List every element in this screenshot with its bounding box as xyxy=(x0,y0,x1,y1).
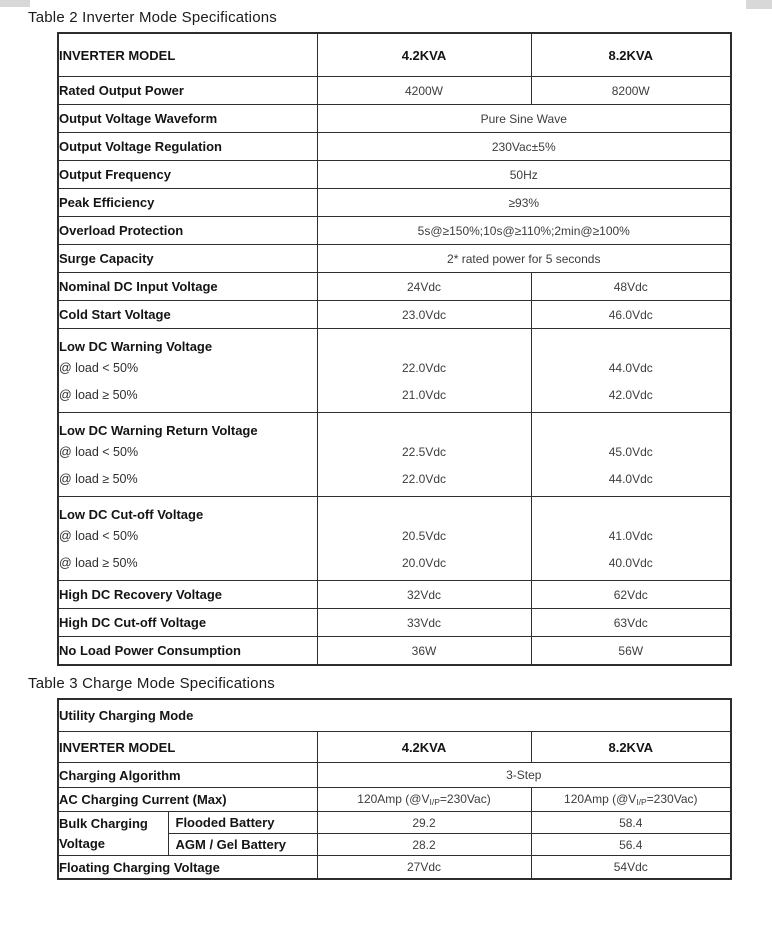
row-inverter-model xyxy=(58,33,731,77)
value-part: 120Amp (@V xyxy=(357,792,430,806)
row-output-voltage-regulation xyxy=(58,133,731,161)
group-value: 21.0Vdc xyxy=(401,387,447,402)
cell-value-82kva: 56.4 xyxy=(531,834,731,856)
cell-label: Surge Capacity xyxy=(58,245,317,273)
cell-label: Nominal DC Input Voltage xyxy=(58,273,317,301)
row-cold-start-voltage xyxy=(58,301,731,329)
value-part: =230Vac) xyxy=(439,792,491,806)
table3-title: Table 3 Charge Mode Specifications xyxy=(28,675,275,692)
cell-battery-type: Flooded Battery xyxy=(168,812,317,834)
group-value: 20.5Vdc xyxy=(401,528,447,543)
row-output-voltage-waveform xyxy=(58,105,731,133)
cell-label: INVERTER MODEL xyxy=(58,732,317,763)
spacer xyxy=(318,497,531,522)
cell-label: Floating Charging Voltage xyxy=(58,856,317,880)
cell-section-header: Utility Charging Mode xyxy=(58,699,731,732)
cell-group-values-42kva xyxy=(317,329,531,413)
cell-group-values-82kva xyxy=(531,413,731,497)
group-subcondition: @ load ≥ 50% xyxy=(59,387,138,402)
cell-model-82kva: 8.2KVA xyxy=(531,732,731,763)
group-subcondition: @ load ≥ 50% xyxy=(59,555,138,570)
row-utility-charging-mode xyxy=(58,699,731,732)
cell-label: High DC Recovery Voltage xyxy=(58,581,317,609)
cell-value-82kva: 46.0Vdc xyxy=(531,301,731,329)
cell-group-values-42kva xyxy=(317,413,531,497)
group-value: 20.0Vdc xyxy=(401,555,447,570)
cell-value-span: 50Hz xyxy=(317,161,731,189)
group-subcondition: @ load < 50% xyxy=(59,528,139,543)
cell-value-42kva: 4200W xyxy=(317,77,531,105)
cell-label: Peak Efficiency xyxy=(58,189,317,217)
cell-value-span: 230Vac±5% xyxy=(317,133,731,161)
row-high-dc-cutoff-voltage xyxy=(58,609,731,637)
cell-value-42kva: 36W xyxy=(317,637,531,666)
cell-value-42kva: 33Vdc xyxy=(317,609,531,637)
table2-title: Table 2 Inverter Mode Specifications xyxy=(28,9,277,26)
cell-label: Output Frequency xyxy=(58,161,317,189)
group-title: Low DC Warning Return Voltage xyxy=(59,423,258,438)
cell-value-42kva: 24Vdc xyxy=(317,273,531,301)
cell-model-82kva: 8.2KVA xyxy=(531,33,731,77)
row-ac-charging-current-max xyxy=(58,788,731,812)
row-rated-output-power xyxy=(58,77,731,105)
cell-label: Charging Algorithm xyxy=(58,763,317,788)
spacer xyxy=(318,413,531,438)
group-value: 22.0Vdc xyxy=(401,471,447,486)
row-overload-protection xyxy=(58,217,731,245)
charge-mode-spec-table xyxy=(57,698,732,880)
cell-model-42kva: 4.2KVA xyxy=(317,33,531,77)
group-title: Low DC Warning Voltage xyxy=(59,339,213,354)
group-value: 45.0Vdc xyxy=(608,444,653,459)
group-value: 22.0Vdc xyxy=(401,360,447,375)
cell-battery-type: AGM / Gel Battery xyxy=(168,834,317,856)
cell-value-42kva: 32Vdc xyxy=(317,581,531,609)
cell-value-42kva xyxy=(317,788,531,812)
row-peak-efficiency xyxy=(58,189,731,217)
row-high-dc-recovery-voltage xyxy=(58,581,731,609)
inverter-mode-spec-table xyxy=(57,32,732,666)
group-low-dc-warning-voltage xyxy=(58,329,731,413)
spacer xyxy=(532,329,731,354)
cell-value-42kva: 28.2 xyxy=(317,834,531,856)
cell-label: High DC Cut-off Voltage xyxy=(58,609,317,637)
cell-label: Output Voltage Regulation xyxy=(58,133,317,161)
cell-label: Rated Output Power xyxy=(58,77,317,105)
value-part: 120Amp (@V xyxy=(564,792,637,806)
group-low-dc-warning-return-voltage xyxy=(58,413,731,497)
row-nominal-dc-input-voltage xyxy=(58,273,731,301)
group-title: Low DC Cut-off Voltage xyxy=(59,507,204,522)
cell-value-82kva: 54Vdc xyxy=(531,856,731,880)
page-edge-artifact-right xyxy=(746,0,772,9)
cell-group-label xyxy=(58,497,317,581)
spacer xyxy=(532,497,731,522)
cell-group-label xyxy=(58,329,317,413)
group-value: 22.5Vdc xyxy=(401,444,447,459)
cell-value-42kva: 23.0Vdc xyxy=(317,301,531,329)
group-value: 41.0Vdc xyxy=(608,528,653,543)
cell-value-span: 2* rated power for 5 seconds xyxy=(317,245,731,273)
group-value: 42.0Vdc xyxy=(608,387,653,402)
cell-group-label xyxy=(58,413,317,497)
group-low-dc-cutoff-voltage xyxy=(58,497,731,581)
row-charging-algorithm xyxy=(58,763,731,788)
cell-value-span: Pure Sine Wave xyxy=(317,105,731,133)
cell-value-82kva: 48Vdc xyxy=(531,273,731,301)
group-value: 40.0Vdc xyxy=(608,555,653,570)
cell-label: Output Voltage Waveform xyxy=(58,105,317,133)
group-value: 44.0Vdc xyxy=(608,360,653,375)
row-bulk-charging-flooded xyxy=(58,812,731,834)
value-part: =230Vac) xyxy=(646,792,698,806)
value-subscript: I/P xyxy=(429,797,440,807)
cell-value-82kva: 56W xyxy=(531,637,731,666)
cell-value-82kva xyxy=(531,788,731,812)
row-floating-charging-voltage xyxy=(58,856,731,880)
cell-bulk-charging-voltage-label: Bulk Charging Voltage xyxy=(58,812,168,856)
cell-group-values-82kva xyxy=(531,497,731,581)
spacer xyxy=(532,413,731,438)
cell-value-82kva: 62Vdc xyxy=(531,581,731,609)
cell-label: Cold Start Voltage xyxy=(58,301,317,329)
cell-value-82kva: 63Vdc xyxy=(531,609,731,637)
cell-value-span: ≥93% xyxy=(317,189,731,217)
cell-group-values-82kva xyxy=(531,329,731,413)
group-subcondition: @ load < 50% xyxy=(59,360,139,375)
value-subscript: I/P xyxy=(636,797,647,807)
cell-model-42kva: 4.2KVA xyxy=(317,732,531,763)
cell-value-span: 5s@≥150%;10s@≥110%;2min@≥100% xyxy=(317,217,731,245)
group-value: 44.0Vdc xyxy=(608,471,653,486)
row-no-load-power-consumption xyxy=(58,637,731,666)
page-edge-artifact-left xyxy=(0,0,30,7)
cell-value-42kva: 27Vdc xyxy=(317,856,531,880)
cell-label: AC Charging Current (Max) xyxy=(58,788,317,812)
row-surge-capacity xyxy=(58,245,731,273)
cell-label: Overload Protection xyxy=(58,217,317,245)
cell-value-42kva: 29.2 xyxy=(317,812,531,834)
row-inverter-model xyxy=(58,732,731,763)
cell-value-span: 3-Step xyxy=(317,763,731,788)
cell-value-82kva: 8200W xyxy=(531,77,731,105)
cell-label: INVERTER MODEL xyxy=(58,33,317,77)
cell-value-82kva: 58.4 xyxy=(531,812,731,834)
row-output-frequency xyxy=(58,161,731,189)
spacer xyxy=(318,329,531,354)
cell-group-values-42kva xyxy=(317,497,531,581)
cell-label: No Load Power Consumption xyxy=(58,637,317,666)
group-subcondition: @ load < 50% xyxy=(59,444,139,459)
group-subcondition: @ load ≥ 50% xyxy=(59,471,138,486)
